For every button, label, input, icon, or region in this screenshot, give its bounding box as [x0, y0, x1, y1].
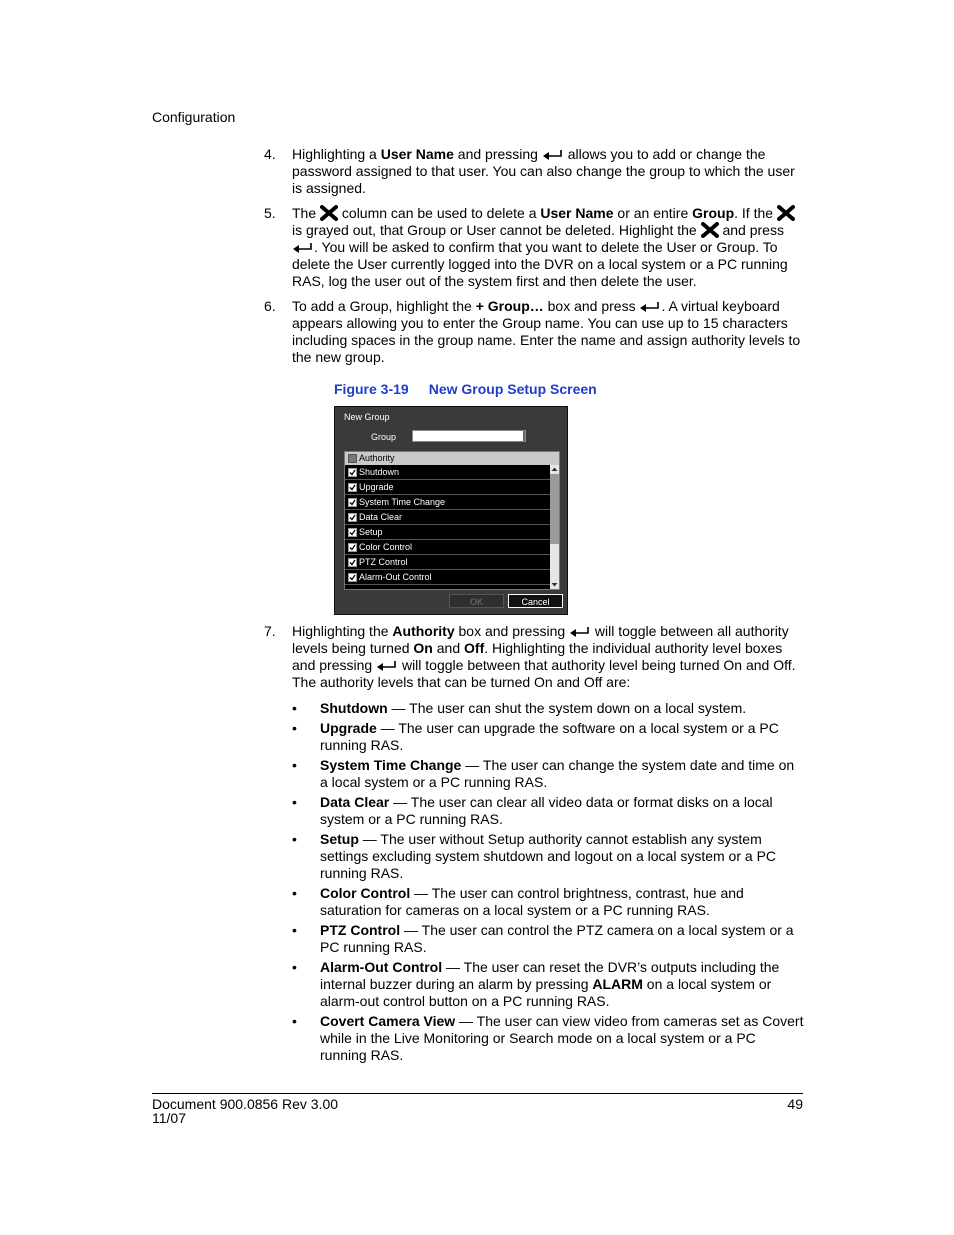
- bullet-term: Alarm-Out Control: [320, 959, 443, 975]
- authority-item-alarm-out-control[interactable]: [345, 570, 550, 585]
- bullet: •: [292, 922, 297, 938]
- text: The: [292, 205, 321, 221]
- bullet-desc: — The user can control the PTZ camera on a local system or a PC running RAS.: [320, 922, 794, 955]
- checkbox-checked-icon: [348, 543, 357, 552]
- text: and press: [718, 222, 784, 238]
- authority-item-label: Data Clear: [359, 512, 403, 522]
- checkbox-checked-icon: [348, 513, 357, 522]
- page-number: 49: [787, 1096, 803, 1112]
- bullet-term: Setup: [320, 831, 359, 847]
- step-number: 7.: [264, 623, 276, 639]
- bold-term: + Group…: [475, 298, 544, 314]
- bullet-desc: on a local system or alarm-out control button on a PC running RAS.: [320, 976, 772, 1009]
- list-item: [292, 720, 804, 754]
- list-item: [292, 959, 804, 1010]
- delete-x-icon: [701, 222, 719, 238]
- footer-date: 11/07: [152, 1110, 186, 1126]
- list-item: [292, 700, 804, 717]
- authority-item-label: Upgrade: [359, 482, 394, 492]
- scroll-up-icon[interactable]: [550, 465, 559, 474]
- bullet-desc: — The user can view video from cameras set as Covert while in the Live Monitoring or Search mode on a local system or a PC running RAS.: [320, 1013, 804, 1063]
- bullet-term: Color Control: [320, 885, 411, 901]
- authority-item-label: Alarm-Out Control: [359, 572, 432, 582]
- text: To add a Group, highlight the: [292, 298, 476, 314]
- list-item: [292, 757, 804, 791]
- text: or an entire: [613, 205, 693, 221]
- step-number: 5.: [264, 205, 276, 221]
- figure-number: Figure 3-19: [334, 381, 409, 397]
- bold-term: User Name: [380, 146, 454, 162]
- authority-item-data-clear[interactable]: [345, 510, 550, 525]
- list-item: [292, 885, 804, 919]
- group-label: Group: [371, 432, 397, 442]
- scrollbar-thumb[interactable]: [550, 474, 559, 544]
- authority-item-ptz-control[interactable]: [345, 555, 550, 570]
- bold-term: Authority: [392, 623, 455, 639]
- text: box and pressing: [454, 623, 570, 639]
- delete-x-icon: [777, 205, 795, 221]
- bullet: •: [292, 831, 297, 847]
- section-header: Configuration: [152, 109, 236, 125]
- delete-x-icon: [320, 205, 338, 221]
- bullet-desc: — The user can upgrade the software on a local system or a PC running RAS.: [320, 720, 779, 753]
- bullet-term: Upgrade: [320, 720, 377, 736]
- bullet-desc: — The user without Setup authority cannot establish any system settings excluding system shutdown and logout on a local system or a PC running RAS.: [320, 831, 777, 881]
- enter-key-icon: [376, 659, 398, 673]
- text: will toggle between all authority levels being turned: [292, 623, 789, 656]
- authority-checkbox-icon: [348, 454, 357, 463]
- step-text: [292, 146, 804, 197]
- authority-label: Authority: [359, 453, 395, 463]
- scroll-down-icon[interactable]: [550, 580, 559, 589]
- bullet-term: Data Clear: [320, 794, 390, 810]
- text: will toggle between that authority level being turned On and Off. The authority levels that can be turned On and Off are:: [292, 657, 796, 690]
- bullet: •: [292, 794, 297, 810]
- bullet-desc: — The user can control brightness, contrast, hue and saturation for cameras on a local system or a PC running RAS.: [320, 885, 744, 918]
- authority-toggle-all[interactable]: [345, 452, 559, 465]
- text: Highlighting the: [292, 623, 393, 639]
- step-5: [264, 205, 804, 290]
- cancel-button[interactable]: Cancel: [508, 594, 563, 608]
- authority-descriptions: [292, 700, 804, 1067]
- authority-item-color-control[interactable]: [345, 540, 550, 555]
- authority-item-label: PTZ Control: [359, 557, 408, 567]
- text: is grayed out, that Group or User cannot be deleted. Highlight the: [292, 222, 701, 238]
- enter-key-icon: [292, 241, 314, 255]
- bold-term: Group: [692, 205, 735, 221]
- checkbox-checked-icon: [348, 528, 357, 537]
- step-4: [264, 146, 804, 197]
- authority-list: [344, 451, 560, 590]
- new-group-dialog: [334, 406, 568, 615]
- bullet-term: ALARM: [592, 976, 643, 992]
- text: and pressing: [453, 146, 542, 162]
- enter-key-icon: [639, 300, 661, 314]
- checkbox-checked-icon: [348, 498, 357, 507]
- footer-divider: [152, 1093, 803, 1094]
- checkbox-checked-icon: [348, 468, 357, 477]
- bullet: •: [292, 1013, 297, 1029]
- text: box and press: [543, 298, 640, 314]
- dialog-title: New Group: [344, 412, 390, 422]
- list-scrollbar[interactable]: [550, 465, 559, 589]
- text: . You will be asked to confirm that you want to delete the User or Group. To delete the User currently logged into the DVR on a local system or a PC running RAS, log the user out of the system first and then delete the user.: [292, 239, 788, 289]
- bold-term: User Name: [540, 205, 614, 221]
- bullet-term: System Time Change: [320, 757, 462, 773]
- step-7: [264, 623, 804, 691]
- bold-term: On: [413, 640, 433, 656]
- bullet: •: [292, 959, 297, 975]
- list-item: [292, 922, 804, 956]
- step-text: [292, 205, 804, 290]
- authority-item-system-time-change[interactable]: [345, 495, 550, 510]
- text: . Highlighting the individual authority level boxes and pressing: [292, 640, 783, 673]
- footer-document-number: Document 900.0856 Rev 3.00: [152, 1096, 339, 1112]
- enter-key-icon: [569, 625, 591, 639]
- text: column can be used to delete a: [338, 205, 541, 221]
- list-item: [292, 794, 804, 828]
- bullet-desc: — The user can shut the system down on a local system.: [387, 700, 747, 716]
- text: and: [432, 640, 465, 656]
- list-item: [292, 1013, 804, 1064]
- text: . If the: [734, 205, 777, 221]
- text: Highlighting a: [292, 146, 381, 162]
- step-text: [292, 298, 804, 366]
- enter-key-icon: [542, 148, 564, 162]
- authority-item-shutdown[interactable]: [345, 465, 550, 480]
- authority-item-upgrade[interactable]: [345, 480, 550, 495]
- bullet: •: [292, 757, 297, 773]
- bullet-term: PTZ Control: [320, 922, 401, 938]
- bullet-term: Covert Camera View: [320, 1013, 456, 1029]
- authority-item-label: Shutdown: [359, 467, 400, 477]
- bold-term: Off: [464, 640, 485, 656]
- figure-caption: [334, 381, 597, 398]
- checkbox-checked-icon: [348, 483, 357, 492]
- bullet: •: [292, 700, 297, 716]
- bullet-desc: — The user can clear all video data or format disks on a local system or a PC running RAS.: [320, 794, 773, 827]
- step-number: 6.: [264, 298, 276, 314]
- ok-button[interactable]: OK: [449, 594, 504, 608]
- authority-item-setup[interactable]: [345, 525, 550, 540]
- checkbox-checked-icon: [348, 558, 357, 567]
- step-6: [264, 298, 804, 366]
- bullet: •: [292, 885, 297, 901]
- authority-item-label: System Time Change: [359, 497, 446, 507]
- group-name-input[interactable]: [412, 430, 526, 442]
- step-text: [292, 623, 804, 691]
- text: allows you to add or change the password assigned to that user. You can also change the group to which the user is assigned.: [292, 146, 795, 196]
- figure-title: New Group Setup Screen: [428, 381, 597, 397]
- bullet: •: [292, 720, 297, 736]
- bullet-desc: — The user can reset the DVR’s outputs including the internal buzzer during an alarm by pressing: [320, 959, 780, 992]
- step-number: 4.: [264, 146, 276, 162]
- checkbox-checked-icon: [348, 573, 357, 582]
- text: . A virtual keyboard appears allowing you to enter the Group name. You can use up to 15 characters including spaces in the group name. Enter the name and assign authority levels to the new group.: [292, 298, 801, 365]
- bullet-term: Shutdown: [320, 700, 388, 716]
- authority-item-label: Color Control: [359, 542, 413, 552]
- authority-item-label: Setup: [359, 527, 383, 537]
- bullet-desc: — The user can change the system date and time on a local system or a PC running RAS.: [320, 757, 795, 790]
- list-item: [292, 831, 804, 882]
